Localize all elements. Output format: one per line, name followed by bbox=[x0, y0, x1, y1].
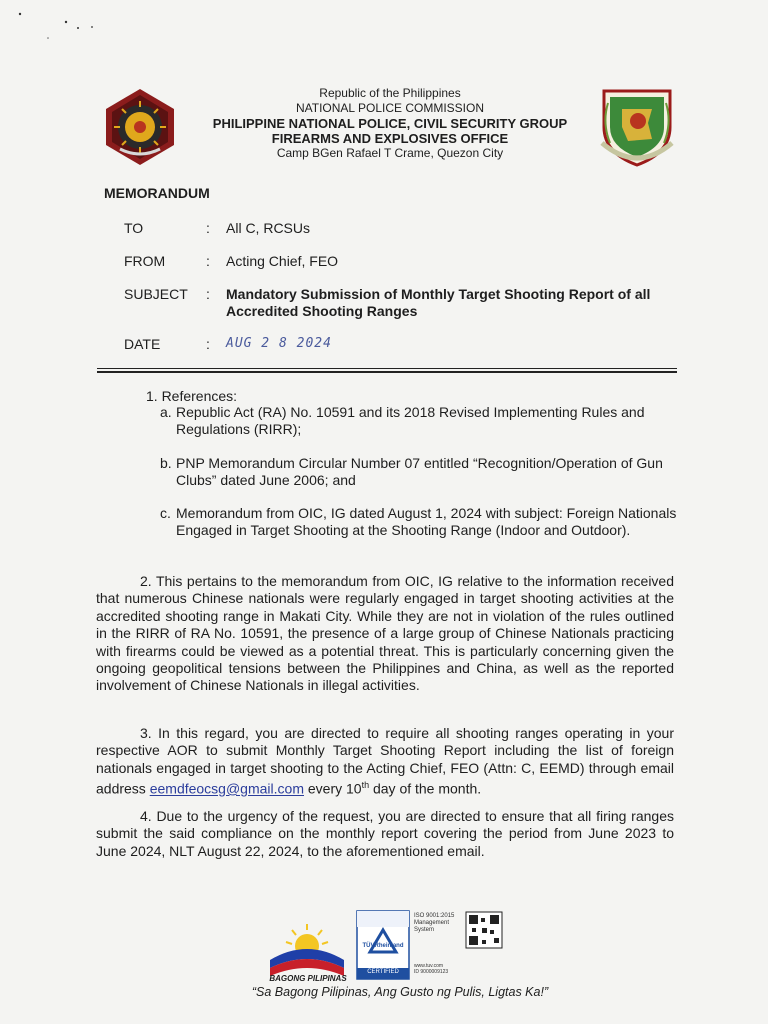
references-heading: 1. References: bbox=[146, 388, 238, 404]
paragraph-4 bbox=[96, 808, 674, 860]
reference-item bbox=[160, 404, 680, 438]
bagong-pilipinas-label: BAGONG PILIPINAS bbox=[269, 974, 347, 983]
email-link[interactable]: eemdfeocsg@gmail.com bbox=[149, 780, 304, 797]
paragraph-3-end: day of the month. bbox=[369, 780, 482, 797]
reference-text: PNP Memorandum Circular Number 07 entitled “Recognition/Operation of Gun Clubs” dated June 2006; and bbox=[176, 455, 663, 488]
reference-text: Republic Act (RA) No. 10591 and its 2018 Revised Implementing Rules and Regulations (RIRR); bbox=[176, 404, 645, 437]
date-colon: : bbox=[206, 336, 210, 352]
header-napolcom: NATIONAL POLICE COMMISSION bbox=[295, 101, 485, 115]
reference-label: b. bbox=[160, 455, 172, 471]
from-value: Acting Chief, FEO bbox=[226, 253, 339, 269]
paragraph-2-text: 2. This pertains to the memorandum from OIC, IG relative to the information received that numerous Chinese nationals were regularly engaged in target shooting activities at the accredited shooting range in Makati City. While they are not in violation of the rules outlined in the RIRR of RA No. 10591, the presence of a large group of Chinese Nationals practicing with firearms could be viewed as a potential threat. This is particularly concerning given the ongoing geopolitical tensions between the Philippines and China, as well as the reported involvement of Chinese Nationals in illegal activities. bbox=[96, 573, 674, 694]
header-feo: FIREARMS AND EXPLOSIVES OFFICE bbox=[271, 131, 509, 146]
header-divider bbox=[97, 368, 677, 369]
certified-label: CERTIFIED bbox=[367, 969, 399, 975]
from-colon: : bbox=[206, 253, 210, 269]
paragraph-3-every: every 10 bbox=[303, 780, 362, 797]
iso-standard: ISO 9001:2015 bbox=[414, 913, 455, 919]
tuv-url: www.tuv.com bbox=[414, 963, 444, 969]
subject-colon: : bbox=[206, 286, 210, 302]
to-value: All C, RCSUs bbox=[226, 220, 311, 236]
iso-text bbox=[414, 913, 454, 934]
subject-label: SUBJECT bbox=[124, 286, 188, 302]
tuv-id: ID 9000009123 bbox=[414, 969, 449, 975]
date-stamp: AUG 2 8 2024 bbox=[226, 336, 332, 351]
tuv-info bbox=[414, 963, 448, 975]
pnp-seal-icon bbox=[100, 87, 180, 167]
memo-title: MEMORANDUM bbox=[104, 185, 210, 201]
subject-value: Mandatory Submission of Monthly Target Shooting Report of all Accredited Shooting Ranges bbox=[226, 286, 651, 319]
scan-specks bbox=[0, 0, 120, 50]
reference-label: c. bbox=[160, 505, 171, 521]
paragraph-3-text: 3. In this regard, you are directed to require all shooting ranges operating in your respective AOR to submit Monthly Target Shooting Report including the list of foreign nationals engaged in target shooting to the Acting Chief, FEO (Attn: C, EEMD) through email address bbox=[96, 725, 674, 797]
header-address: Camp BGen Rafael T Crame, Quezon City bbox=[276, 146, 504, 160]
date-label: DATE bbox=[124, 336, 161, 352]
paragraph-2 bbox=[96, 573, 674, 695]
to-label: TO bbox=[124, 220, 144, 236]
header-divider-thick bbox=[97, 371, 677, 373]
reference-item bbox=[160, 505, 680, 539]
reference-label: a. bbox=[160, 404, 172, 420]
iso-system: System bbox=[414, 927, 435, 933]
reference-item bbox=[160, 455, 680, 489]
iso-management: Management bbox=[414, 920, 450, 926]
letterhead bbox=[180, 86, 600, 161]
header-pnp-csg: PHILIPPINE NATIONAL POLICE, CIVIL SECURITY GROUP bbox=[212, 116, 568, 131]
paragraph-4-text: 4. Due to the urgency of the request, you are directed to ensure that all firing ranges submit the said compliance on the monthly report covering the period from June 2023 to June 2024, NLT August 22, 2024, to the aforementioned email. bbox=[96, 808, 674, 859]
to-colon: : bbox=[206, 220, 210, 236]
reference-text: Memorandum from OIC, IG dated August 1, 2024 with subject: Foreign Nationals Engaged in Target Shooting at the Shooting Range (Indoor and Outdoor). bbox=[176, 505, 677, 538]
paragraph-3 bbox=[96, 725, 674, 798]
from-label: FROM bbox=[124, 253, 166, 269]
tuv-label: TÜVRheinland bbox=[362, 943, 404, 949]
ordinal-suffix: th bbox=[361, 780, 370, 791]
footer-slogan: “Sa Bagong Pilipinas, Ang Gusto ng Pulis, Ligtas Ka!” bbox=[251, 985, 549, 999]
feo-seal-icon bbox=[594, 83, 680, 169]
header-republic: Republic of the Philippines bbox=[319, 86, 461, 100]
